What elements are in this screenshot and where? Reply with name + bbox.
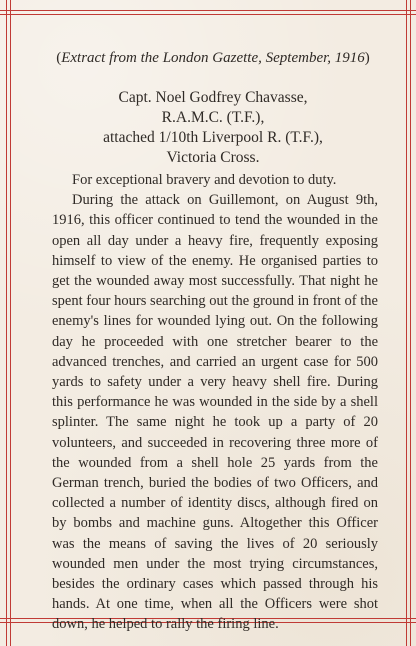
right-border-outer: [410, 0, 411, 646]
citation-line-attachment: attached 1/10th Liverpool R. (T.F.),: [103, 129, 323, 146]
citation-body: [52, 170, 378, 635]
top-border-inner: [0, 14, 416, 15]
gazette-source-line: [48, 48, 378, 68]
left-border-outer: [6, 0, 7, 646]
source-close-paren: ): [364, 50, 370, 66]
citation-header: [48, 88, 378, 168]
left-border-inner: [10, 0, 11, 646]
body-paragraph-2: During the attack on Guillemont, on August 9th, 1916, this officer continued to tend the wounded in the open all day under a heavy fire, frequently exposing himself to view of the enemy. He organised parties to get the wounded away most successfully. That night he spent four hours searching out the ground in front of the enemy's lines for wounded lying out. On the following day he proceeded with one stretcher bearer to the advanced trenches, and carried an urgent case for 500 yards to safety under a very heavy shell fire. During this performance he was wounded in the side by a shell splinter. The same night he took up a party of 20 volunteers, and succeeded in recovering three more of the wounded from a shell hole 25 yards from the German trench, buried the bodies of two Officers, and collected a number of identity discs, although fired on by bombs and machine guns. Altogether this Officer was the means of saving the lives of 20 seriously wounded men under the most trying circumstances, besides the ordinary cases which passed through his hands. At one time, when all the Officers were shot down, he helped to rally the firing line.: [52, 192, 378, 633]
citation-line-corps: R.A.M.C. (T.F.),: [161, 109, 265, 126]
source-text: Extract from the London Gazette, September, 1916: [61, 50, 365, 66]
source-open-paren: (: [56, 50, 62, 66]
body-paragraph-1: For exceptional bravery and devotion to duty.: [72, 172, 337, 188]
right-border-inner: [406, 0, 407, 646]
citation-line-award: Victoria Cross.: [166, 149, 260, 166]
top-border-outer: [0, 10, 416, 11]
citation-line-name: Capt. Noel Godfrey Chavasse,: [118, 89, 308, 106]
